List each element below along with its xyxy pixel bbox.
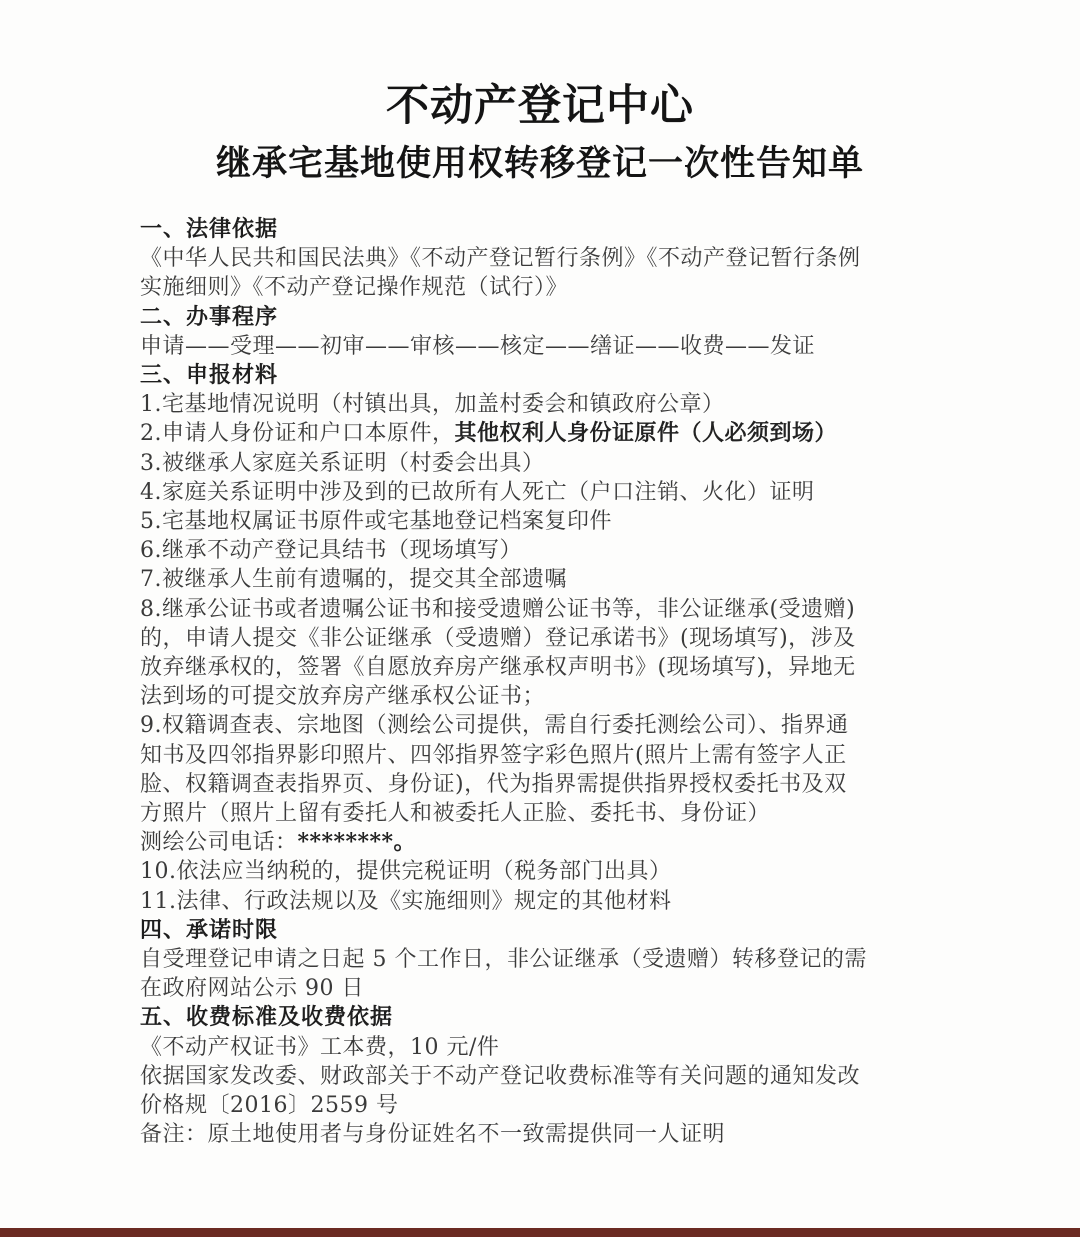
legal-basis-line: 实施细则》《不动产登记操作规范（试行）》 (140, 275, 569, 301)
section-heading-procedure: 二、办事程序 (140, 304, 279, 330)
material-item-2 (140, 419, 940, 448)
material-item-4: 4.家庭关系证明中涉及到的已故所有人死亡（户口注销、火化）证明 (140, 479, 815, 505)
material-item-9-line: 脸、权籍调查表指界页、身份证)，代为指界需提供指界授权委托书及双 (140, 771, 847, 797)
material-item-11: 11.法律、行政法规以及《实施细则》规定的其他材料 (140, 888, 672, 914)
page-title: 不动产登记中心 (386, 81, 694, 131)
material-item-3: 3.被继承人家庭关系证明（村委会出具） (140, 450, 545, 476)
fee-line: 《不动产权证书》工本费，10 元/件 (140, 1034, 500, 1060)
material-item-9-line: 知书及四邻指界影印照片、四邻指界签字彩色照片(照片上需有签字人正 (140, 742, 847, 768)
material-item-5: 5.宅基地权属证书原件或宅基地登记档案复印件 (140, 509, 612, 535)
section-heading-fees: 五、收费标准及收费依据 (140, 1005, 394, 1031)
section-heading-time-limit: 四、承诺时限 (140, 917, 279, 943)
phone-label: 测绘公司电话： (140, 830, 298, 856)
legal-basis-line: 《中华人民共和国民法典》《不动产登记暂行条例》《不动产登记暂行条例 (140, 246, 861, 272)
section-heading-legal-basis: 一、法律依据 (140, 217, 279, 242)
time-limit-line: 自受理登记申请之日起 5 个工作日，非公证继承（受遗赠）转移登记的需 (140, 947, 867, 973)
time-limit-line: 在政府网站公示 90 日 (140, 976, 364, 1002)
remark-line: 备注：原土地使用者与身份证姓名不一致需提供同一人证明 (140, 1122, 726, 1148)
material-item-2-text: 2.申请人身份证和户口本原件， (140, 421, 455, 447)
material-item-8-line: 的，申请人提交《非公证继承（受遗赠）登记承诺书》(现场填写)，涉及 (140, 625, 856, 651)
material-item-8-line: 8.继承公证书或者遗嘱公证书和接受遗赠公证书等，非公证继承(受遗赠) (140, 596, 856, 622)
phone-value: ********。 (297, 829, 417, 856)
fee-line: 价格规〔2016〕2559 号 (140, 1093, 399, 1119)
material-item-1: 1.宅基地情况说明（村镇出具，加盖村委会和镇政府公章） (140, 392, 725, 418)
page-subtitle: 继承宅基地使用权转移登记一次性告知单 (215, 144, 864, 184)
material-item-7: 7.被继承人生前有遗嘱的，提交其全部遗嘱 (140, 567, 567, 593)
section-heading-materials: 三、申报材料 (140, 363, 279, 389)
material-item-8-line: 放弃继承权的，签署《自愿放弃房产继承权声明书》(现场填写)，异地无 (140, 655, 856, 681)
bottom-border (0, 1228, 1080, 1237)
material-item-9-line: 9.权籍调查表、宗地图（测绘公司提供，需自行委托测绘公司）、指界通 (140, 713, 849, 739)
material-item-2-emphasis: 其他权利人身份证原件（人必须到场） (454, 420, 838, 447)
material-item-9-line: 方照片（照片上留有委托人和被委托人正脸、委托书、身份证） (140, 801, 771, 827)
notice-body (140, 215, 940, 1150)
procedure-steps: 申请——受理——初审——审核——核定——缮证——收费——发证 (140, 333, 816, 359)
material-item-6: 6.继承不动产登记具结书（现场填写） (140, 538, 522, 564)
fee-line: 依据国家发改委、财政部关于不动产登记收费标准等有关问题的通知发改 (140, 1063, 861, 1089)
survey-company-phone (140, 828, 940, 857)
material-item-8-line: 法到场的可提交放弃房产继承权公证书； (140, 684, 546, 710)
material-item-10: 10.依法应当纳税的，提供完税证明（税务部门出具） (140, 859, 672, 885)
